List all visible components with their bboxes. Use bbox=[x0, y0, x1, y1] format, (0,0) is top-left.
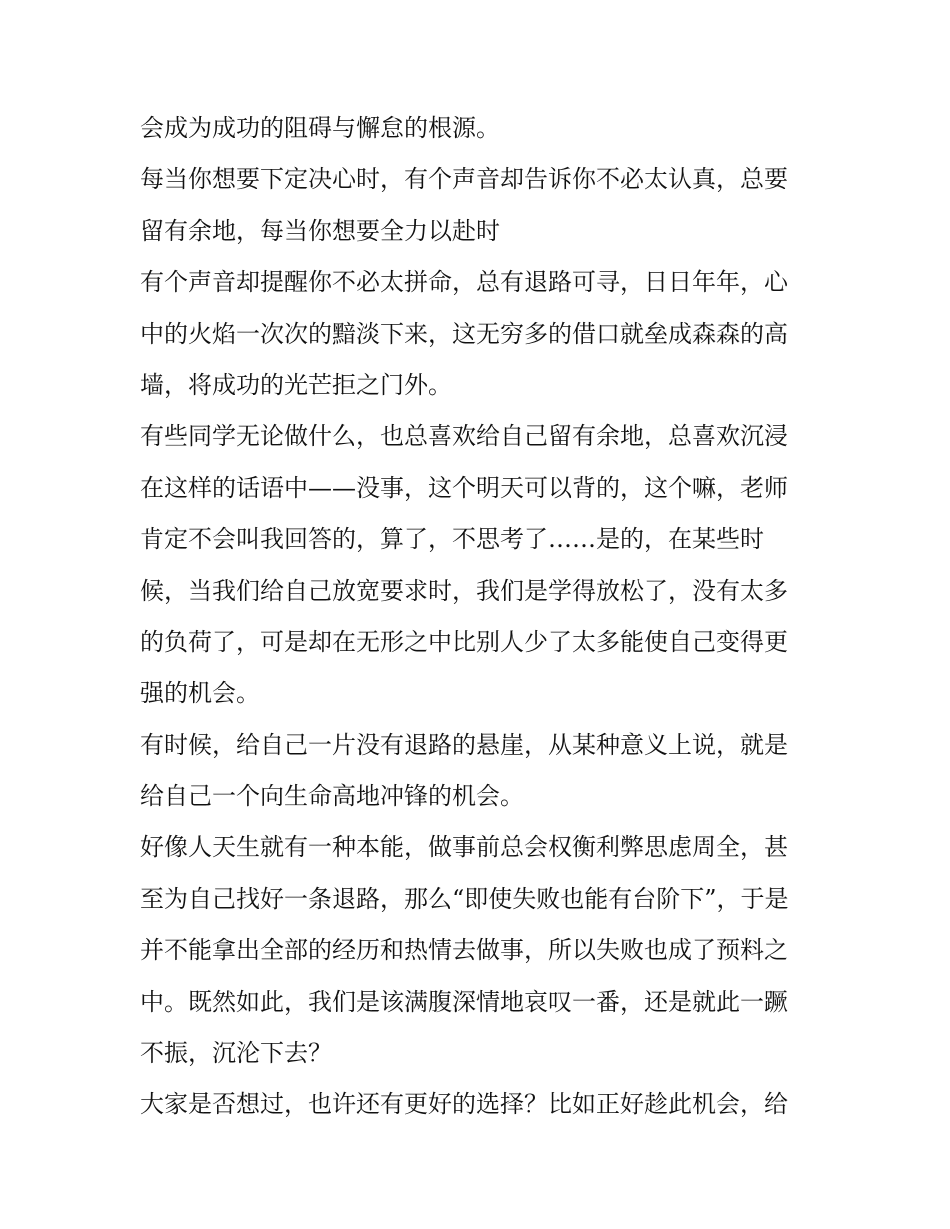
text-line: 有时候，给自己一片没有退路的悬崖，从某种意义上说，就是 bbox=[140, 730, 788, 759]
text-line: 强的机会。 bbox=[140, 679, 260, 708]
text-line: 有些同学无论做什么，也总喜欢给自己留有余地，总喜欢沉浸 bbox=[140, 422, 788, 451]
text-line: 会成为成功的阻碍与懈怠的根源。 bbox=[140, 114, 500, 142]
text-line: 候，当我们给自己放宽要求时，我们是学得放松了，没有太多 bbox=[140, 576, 788, 605]
text-line: 不振，沉沦下去？ bbox=[140, 1039, 332, 1068]
text-line: 至为自己找好一条退路，那么“即使失败也能有台阶下”，于是 bbox=[140, 884, 789, 913]
text-line: 在这样的话语中——没事，这个明天可以背的，这个嘛，老师 bbox=[140, 473, 788, 502]
text-line: 每当你想要下定决心时，有个声音却告诉你不必太认真，总要 bbox=[140, 165, 788, 194]
text-line: 中的火焰一次次的黯淡下来，这无穷多的借口就垒成森森的高 bbox=[140, 319, 788, 348]
text-line: 大家是否想过，也许还有更好的选择？比如正好趁此机会，给 bbox=[140, 1090, 788, 1119]
text-line: 肯定不会叫我回答的，算了，不思考了……是的，在某些时 bbox=[140, 525, 764, 554]
text-line: 的负荷了，可是却在无形之中比别人少了太多能使自己变得更 bbox=[140, 627, 788, 656]
text-line: 给自己一个向生命高地冲锋的机会。 bbox=[140, 782, 524, 811]
text-line: 中。既然如此，我们是该满腹深情地哀叹一番，还是就此一蹶 bbox=[140, 987, 788, 1016]
body-text bbox=[140, 103, 816, 1131]
text-line: 好像人天生就有一种本能，做事前总会权衡利弊思虑周全，甚 bbox=[140, 833, 788, 862]
text-line: 留有余地，每当你想要全力以赴时 bbox=[140, 216, 500, 245]
text-line: 并不能拿出全部的经历和热情去做事，所以失败也成了预料之 bbox=[140, 936, 788, 965]
text-line: 有个声音却提醒你不必太拼命，总有退路可寻，日日年年，心 bbox=[140, 268, 788, 297]
text-line: 墙，将成功的光芒拒之门外。 bbox=[140, 370, 452, 399]
